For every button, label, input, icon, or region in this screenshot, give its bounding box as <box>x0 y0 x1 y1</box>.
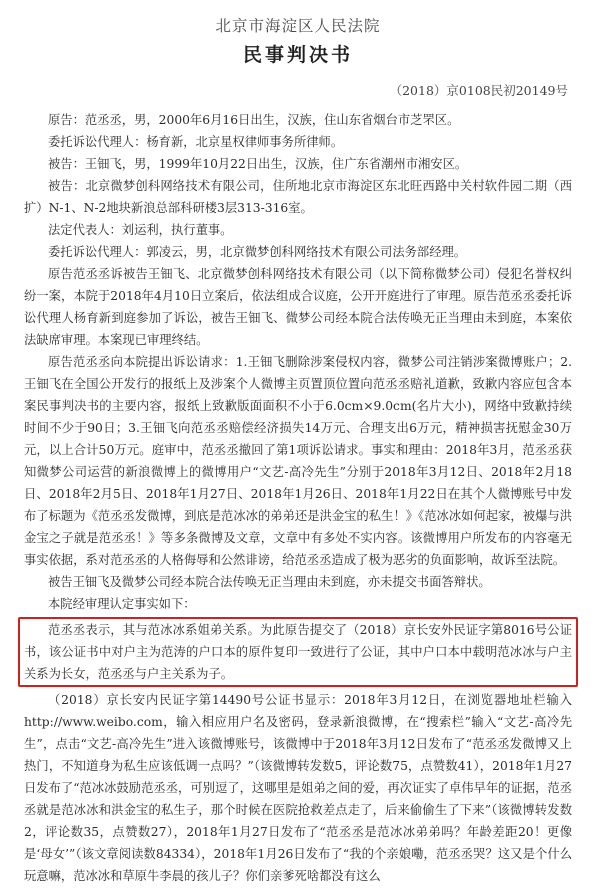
party-defendant-2: 被告：北京微梦创科网络技术有限公司，住所地北京市海淀区东北旺西路中关村软件园二期（西扩）N-1、N-2地块新浪总部科研楼3层313-316室。 <box>24 179 572 215</box>
judgment-body <box>24 109 572 887</box>
case-number: （2018）京0108民初20149号 <box>389 83 568 98</box>
party-plaintiff: 原告：范丞丞，男，2000年6月16日出生，汉族，住山东省烟台市芝罘区。 <box>48 113 460 127</box>
highlighted-paragraph: 范丞丞表示，其与范冰冰系姐弟关系。为此原告提交了（2018）京长安外民证字第8016号公证书，该公证书中对户主为范涛的户口本的原件复印一致进行了公证，其中户口本中载明范冰冰与户主关系为长女，范丞丞与户主关系为子。 <box>24 623 572 681</box>
party-defendant-1: 被告：王钿飞，男，1999年10月22日出生，汉族，住广东省潮州市湘安区。 <box>48 157 468 171</box>
document-title: 民事判决书 <box>242 44 353 66</box>
party-plaintiff-agent: 委托诉讼代理人：杨育新，北京星权律师事务所律师。 <box>48 135 344 149</box>
defendant-absence-paragraph: 被告王钿飞及微梦公司经本院合法传唤无正当理由未到庭，亦未提交书面答辩状。 <box>48 575 491 589</box>
case-summary-paragraph: 原告范丞丞诉被告王钿飞、北京微梦创科网络技术有限公司（以下简称微梦公司）侵犯名誉权纠纷一案，本院于2018年4月10日立案后，依法组成合议庭，公开开庭进行了审理。原告范丞丞委托诉讼代理人杨育新到庭参加了诉讼，被告王钿飞、微梦公司经本院合法传唤无正当理由未到庭，本案依法缺席审理。本案现已审理终结。 <box>24 267 572 347</box>
court-name: 北京市海淀区人民法院 <box>215 17 381 35</box>
legal-representative: 法定代表人：刘运利，执行董事。 <box>48 223 233 237</box>
defendant-agent: 委托诉讼代理人：郭凌云，男，北京微梦创科网络技术有限公司法务部经理。 <box>48 245 467 259</box>
notarization-paragraph: （2018）京长安内民证字第14490号公证书显示：2018年3月12日，在浏览器地址栏输入http://www.weibo.com，输入相应用户名及密码，登录新浪微博，在“搜索栏”输入“文艺-高冷先生”，点击“文艺-高冷先生”进入该微博账号，该微博中于2018年3月12日发布了“范丞丞发微博又上热门，不知道身为私生应该低调一点吗？”（该微博转发数5，评论数75，点赞数41），2018年1月27日发布了“范冰冰鼓励范丞丞，可别逗了，这哪里是姐弟之间的爱，再次证实了卓伟早年的证据，范丞丞就是范冰冰和洪金宝的私生子，那个时候在医院抢救差点走了，后来偷偷生了下来”（该微博转发数2，评论数35，点赞数27），2018年1月27日发布了“范丞丞是范冰冰弟弟吗？年龄差距20！更像是‘母女’”（该文章阅读数84334），2018年1月26日发布了“我的个亲娘嘞，范丞丞哭？这又是个什么玩意嘛，范冰冰和草原牛李晨的孩儿子？你们亲爹死啥都没有这么 <box>24 693 572 883</box>
red-highlight-box <box>18 617 578 687</box>
findings-heading: 本院经审理认定事实如下： <box>48 597 196 611</box>
claims-paragraph: 原告范丞丞向本院提出诉讼请求：1.王钿飞删除涉案侵权内容，微梦公司注销涉案微博账户；2.王钿飞在全国公开发行的报纸上及涉案个人微博主页置顶位置向范丞丞赔礼道歉，致歉内容应包含本案民事判决书的主要内容，报纸上致歉版面面积不小于6.0cm×9.0cm(名片大小)，网络中致歉持续时间不少于90日；3.王钿飞向范丞丞赔偿经济损失14万元、合理支出6万元，精神损害抚慰金30万元，以上合计50万元。庭审中，范丞丞撤回了第1项诉讼请求。事实和理由：2018年3月，范丞丞获知微梦公司运营的新浪微博上的微博用户“文艺-高冷先生”分别于2018年3月12日、2018年2月18日、2018年2月5日、2018年1月27日、2018年1月26日、2018年1月22日在其个人微博账号中发布了标题为《范丞丞发微博，到底是范冰冰的弟弟还是洪金宝的私生！》《范冰冰如何起家，被爆与洪金宝之子就是范丞丞！》等多条微博及文章，文章中有多处不实内容。该微博用户所发布的内容毫无事实依据，系对范丞丞的人格侮辱和公然诽谤，给范丞丞造成了极为恶劣的负面影响，故诉至法院。 <box>24 355 572 567</box>
